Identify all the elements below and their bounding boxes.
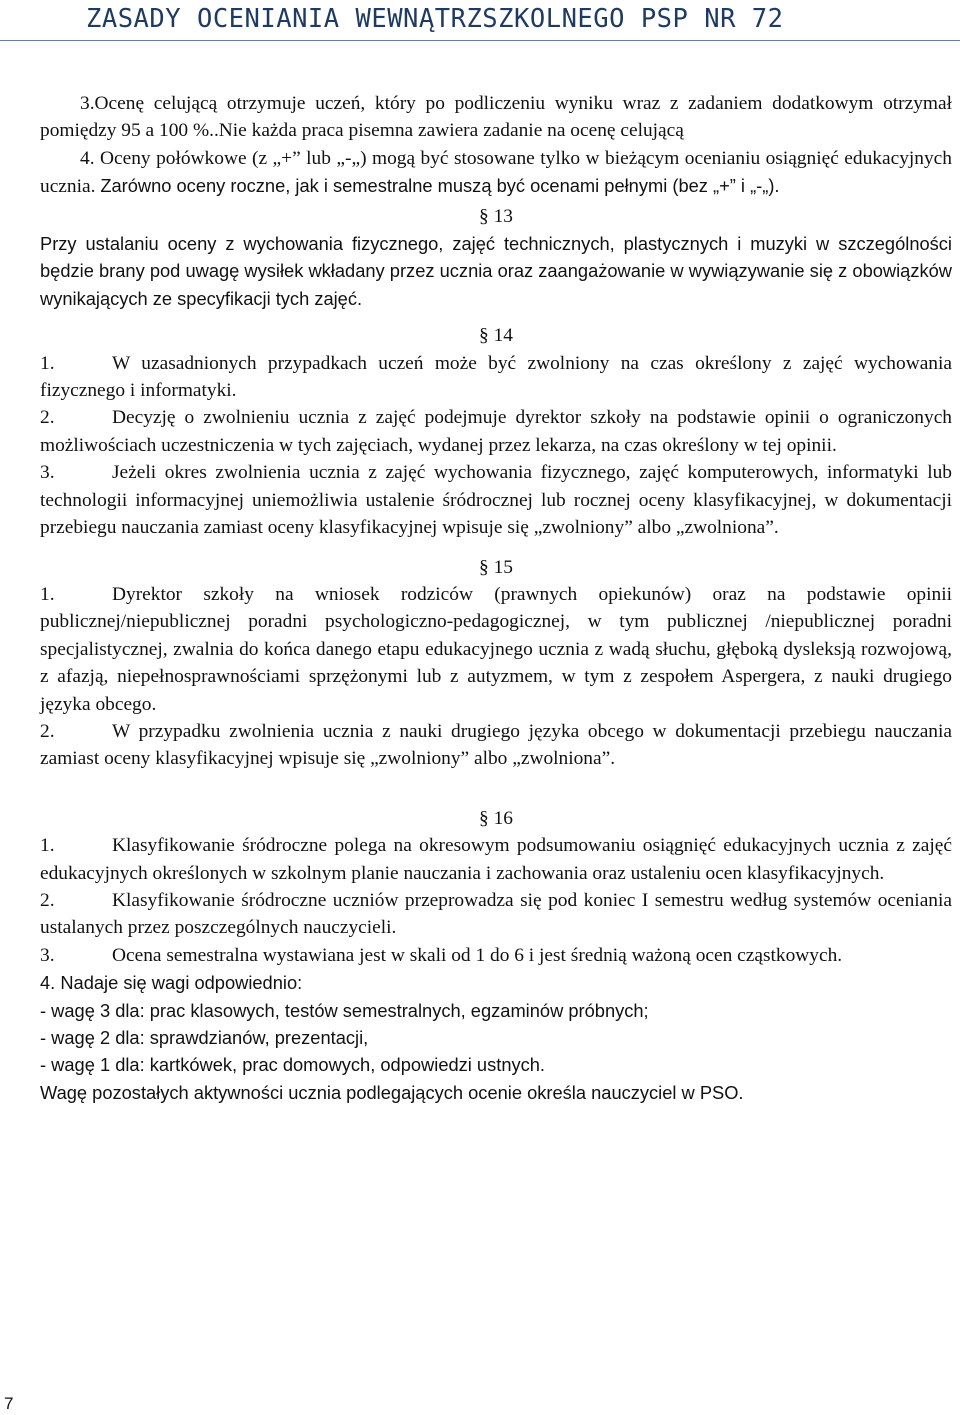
item-text: Dyrektor szkoły na wniosek rodziców (prawnych opiekunów) oraz na podstawie opinii publicznej/niepublicznej poradni psychologiczno-pedagogicznej, w tym publicznej /niepublicznej poradni specjalistycznej, zwalnia do końca danego etapu edukacyjnego ucznia z wadą słuchu, głęboką dysleksją rozwojową, z afazją, niepełnosprawnościami sprzężonymi lub z autyzmem, w tym z zespołem Aspergera, z nauki drugiego języka obcego. bbox=[40, 583, 952, 715]
paragraph-3: 3.Ocenę celującą otrzymuje uczeń, który po podliczeniu wyniku wraz z zadaniem dodatkowym otrzymał pomiędzy 95 a 100 %..Nie każda praca pisemna zawiera zadanie na ocenę celującą bbox=[40, 93, 952, 142]
item-number: 2. bbox=[40, 407, 55, 429]
item-text: Ocena semestralna wystawiana jest w skali od 1 do 6 i jest średnią ważoną ocen cząstkowych. bbox=[112, 944, 843, 966]
paragraph-4-part-a: 4. Oceny połówkowe (z „+” lub „-„) mogą być stosowane tylko w bieżącym ocenianiu osiągnięć edukacyjnych ucznia. bbox=[40, 147, 952, 198]
page-header-title: ZASADY OCENIANIA WEWNĄTRZSZKOLNEGO PSP NR 72 bbox=[86, 4, 784, 34]
page-number: 7 bbox=[4, 1394, 14, 1413]
section-13-text: Przy ustalaniu oceny z wychowania fizycznego, zajęć technicznych, plastycznych i muzyki w szczególności będzie brany pod uwagę wysiłek wkładany przez ucznia oraz zaangażowanie w wywiązywanie się z obowiązków wynikających ze specyfikacji tych zajęć. bbox=[40, 233, 952, 309]
weight-line: - wagę 2 dla: sprawdzianów, prezentacji, bbox=[40, 1027, 369, 1048]
item-number: 1. bbox=[40, 835, 55, 857]
section-16-item-1 bbox=[40, 832, 952, 887]
document-body bbox=[40, 90, 952, 1106]
paragraph-4-part-b: Zarówno oceny roczne, jak i semestralne muszą być ocenami pełnymi (bez „+” i „-„). bbox=[100, 175, 780, 197]
paragraph-4 bbox=[40, 145, 952, 201]
item-number: 3. bbox=[40, 944, 55, 966]
item-number: 1. bbox=[40, 583, 55, 605]
section-15-item-1 bbox=[40, 581, 952, 718]
section-13-heading: § 13 bbox=[479, 205, 513, 227]
section-15-heading: § 15 bbox=[479, 556, 513, 578]
item-number: 1. bbox=[40, 352, 55, 374]
section-16-item-3 bbox=[40, 942, 952, 969]
header-divider bbox=[0, 40, 960, 41]
item-number: 2. bbox=[40, 889, 55, 911]
section-14-item-3 bbox=[40, 459, 952, 541]
section-16-item-2 bbox=[40, 887, 952, 942]
item-text: Jeżeli okres zwolnienia ucznia z zajęć wychowania fizycznego, zajęć komputerowych, informatyki lub technologii informacyjnej uniemożliwia ustalenie śródrocznej lub rocznej oceny klasyfikacyjnej, w dokumentacji przebiegu nauczania zamiast oceny klasyfikacyjnej wpisuje się „zwolniony” albo „zwolniona”. bbox=[40, 462, 952, 539]
section-14-heading: § 14 bbox=[479, 325, 513, 347]
item-text: W przypadku zwolnienia ucznia z nauki drugiego języka obcego w dokumentacji przebiegu nauczania zamiast oceny klasyfikacyjnej wpisuje się „zwolniony” albo „zwolniona”. bbox=[40, 720, 952, 770]
item-text: Klasyfikowanie śródroczne uczniów przeprowadza się pod koniec I semestru według systemów oceniania ustalanych przez poszczególnych nauczycieli. bbox=[40, 889, 952, 939]
section-16-heading: § 16 bbox=[479, 807, 513, 829]
section-14-item-2 bbox=[40, 404, 952, 459]
section-16-weights-intro: 4. Nadaje się wagi odpowiednio: bbox=[40, 972, 303, 994]
item-text: Decyzję o zwolnieniu ucznia z zajęć podejmuje dyrektor szkoły na podstawie opinii o ograniczonych możliwościach uczestniczenia w tych zajęciach, wydanej przez lekarza, na czas określony w tej opinii. bbox=[40, 407, 952, 456]
item-number: 3. bbox=[40, 462, 55, 484]
item-text: Klasyfikowanie śródroczne polega na okresowym podsumowaniu osiągnięć edukacyjnych ucznia z zajęć edukacyjnych określonych w szkolnym planie nauczania i zachowania oraz ustaleniu ocen klasyfikacyjnych. bbox=[40, 835, 952, 884]
section-14-item-1 bbox=[40, 350, 952, 405]
weight-line: - wagę 1 dla: kartkówek, prac domowych, odpowiedzi ustnych. bbox=[40, 1054, 546, 1076]
weight-line: - wagę 3 dla: prac klasowych, testów semestralnych, egzaminów próbnych; bbox=[40, 999, 649, 1021]
item-text: W uzasadnionych przypadkach uczeń może być zwolniony na czas określony z zajęć wychowania fizycznego i informatyki. bbox=[40, 352, 952, 402]
section-15-item-2 bbox=[40, 718, 952, 773]
item-number: 2. bbox=[40, 720, 55, 742]
section-16-closing: Wagę pozostałych aktywności ucznia podlegających ocenie określa nauczyciel w PSO. bbox=[40, 1081, 744, 1103]
